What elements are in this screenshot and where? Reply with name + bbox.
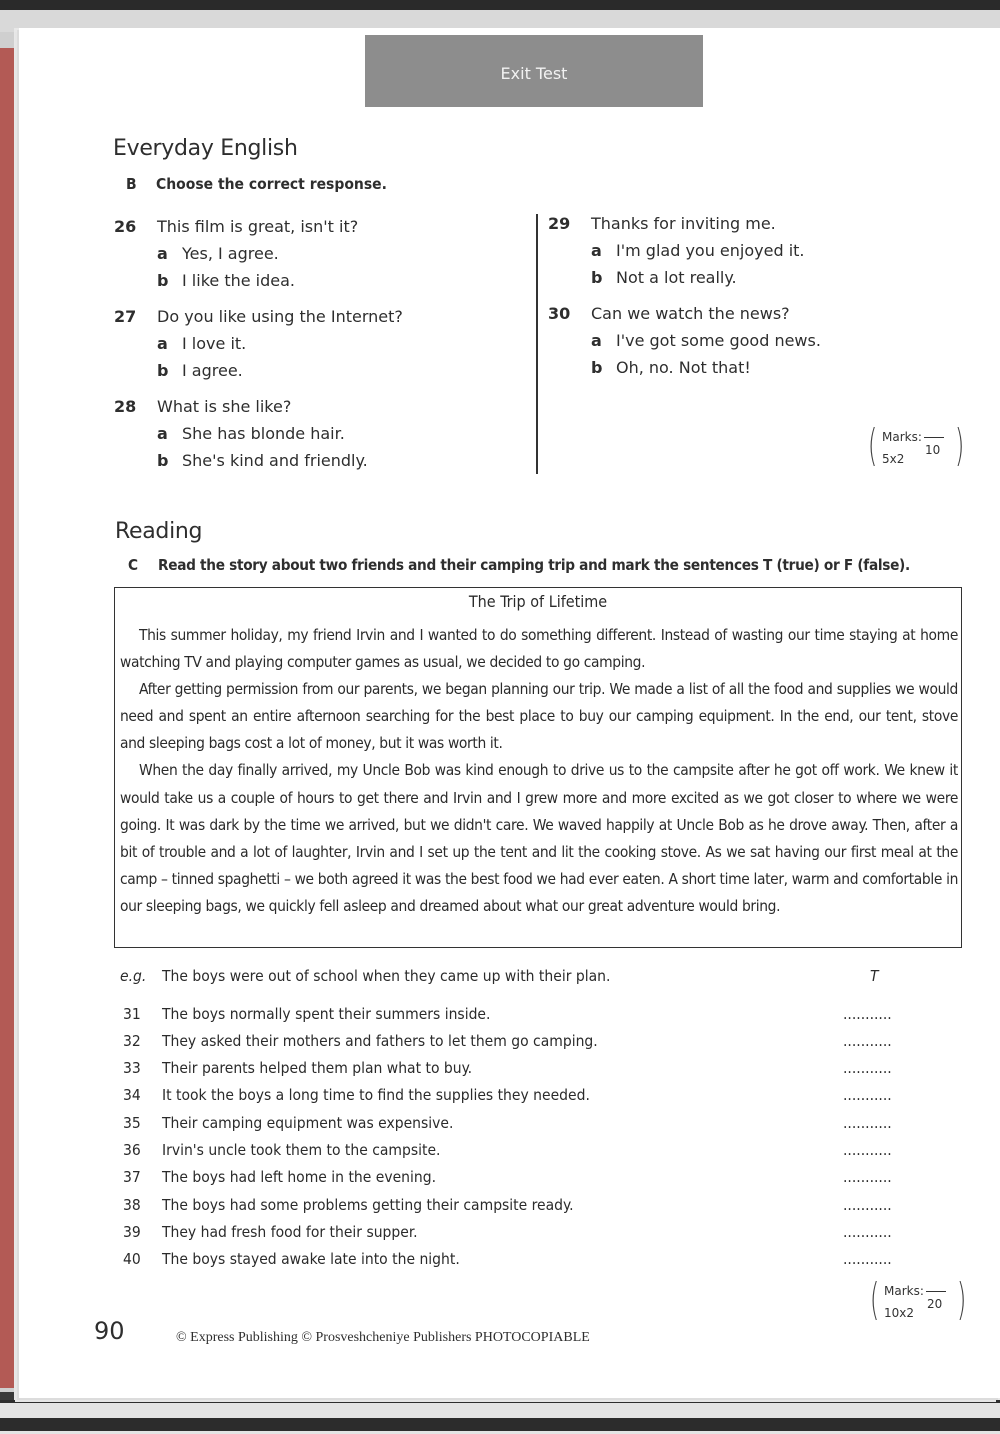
instruction-letter: C [128,556,138,574]
statement-number: 38 [123,1196,141,1214]
option-text: She's kind and friendly. [182,451,368,470]
statement-text: The boys normally spent their summers inside. [162,1005,491,1023]
question-number: 29 [548,214,571,233]
question-text: This film is great, isn't it? [157,217,359,236]
marks-total: 20 [927,1297,943,1311]
example-statement [120,967,920,989]
answer-blank[interactable]: ........... [843,1114,892,1132]
section-title-reading: Reading [115,519,203,544]
marks-score-blank[interactable] [924,437,944,438]
answer-blank[interactable]: ........... [843,1005,892,1023]
option-text: I agree. [182,361,243,380]
story-paragraph: After getting permission from our parents, we began planning our trip. We made a list of all the food and supplies we would need and spent an entire afternoon searching for the best place to buy our camping equipment. In the end, our tent, stove and sleeping bags cost a lot of money, but it was worth it. [120,680,958,753]
statement-36 [120,1141,920,1163]
story-title: The Trip of Lifetime [468,592,608,611]
right-paren: ) [956,1274,967,1325]
question-text: What is she like? [157,397,292,416]
option-label: a [157,424,168,443]
option-text: I'm glad you enjoyed it. [616,241,805,260]
statement-34 [120,1086,920,1108]
statement-text: Their parents helped them plan what to buy. [162,1059,473,1077]
question-text: Do you like using the Internet? [157,307,403,326]
option-label: b [157,271,169,290]
marks-score-blank[interactable] [926,1291,946,1292]
statement-text: The boys stayed awake late into the night. [162,1250,460,1268]
option-text: I've got some good news. [616,331,821,350]
option-label: a [591,331,602,350]
option-label: b [591,358,603,377]
story-box [114,587,962,948]
question-number: 27 [114,307,137,326]
option-a[interactable] [157,424,345,443]
statement-number: 35 [123,1114,141,1132]
statement-number: 39 [123,1223,141,1241]
option-label: a [157,334,168,353]
option-text: She has blonde hair. [182,424,345,443]
statement-number: 37 [123,1168,141,1186]
option-text: Yes, I agree. [182,244,279,263]
option-label: b [591,268,603,287]
statement-number: 34 [123,1086,141,1104]
right-paren: ) [954,420,965,471]
story-body [120,622,958,920]
answer-blank[interactable]: ........... [843,1168,892,1186]
option-label: a [591,241,602,260]
statement-35 [120,1114,920,1136]
copyright-footer: © Express Publishing © Prosveshcheniye Publishers PHOTOCOPIABLE [176,1330,590,1345]
page-header-banner [365,35,703,107]
statement-text: Irvin's uncle took them to the campsite. [162,1141,441,1159]
instruction-letter: B [126,175,137,193]
scanner-border-bottom-dark [0,1418,1000,1431]
statement-39 [120,1223,920,1245]
option-b[interactable] [157,361,243,380]
statement-text: They had fresh food for their supper. [162,1223,418,1241]
answer-blank[interactable]: ........... [843,1032,892,1050]
option-text: I love it. [182,334,247,353]
left-paren: ( [869,1274,880,1325]
instruction-text: Choose the correct response. [156,175,387,193]
question-text: Thanks for inviting me. [591,214,776,233]
statement-31 [120,1005,920,1027]
statement-number: 31 [123,1005,141,1023]
section-title-everyday-english: Everyday English [113,136,298,161]
option-text: Oh, no. Not that! [616,358,751,377]
question-number: 26 [114,217,137,236]
option-b[interactable] [157,451,368,470]
option-label: a [157,244,168,263]
example-answer: T [870,967,879,985]
option-b[interactable] [591,268,737,287]
option-text: I like the idea. [182,271,295,290]
statement-38 [120,1196,920,1218]
statement-37 [120,1168,920,1190]
option-b[interactable] [591,358,751,377]
question-text: Can we watch the news? [591,304,790,323]
option-label: b [157,361,169,380]
option-a[interactable] [591,331,821,350]
left-paren: ( [867,420,878,471]
option-a[interactable] [591,241,805,260]
example-label: e.g. [120,967,147,985]
story-paragraph: When the day finally arrived, my Uncle Bob was kind enough to drive us to the campsite after he got off work. We knew it would take us a couple of hours to get there and Irvin and I grew more and more excited as we got closer to where we were going. It was dark by the time we arrived, but we didn't care. We waved happily at Uncle Bob as he drove away. Then, after a bit of trouble and a lot of laughter, Irvin and I set up the tent and lit the cooking stove. As we sat having our first meal at the camp – tinned spaghetti – we both agreed it was the best food we had ever eaten. A short time later, warm and comfortable in our sleeping bags, we quickly fell asleep and dreamed about what our great adventure would bring. [120,761,958,915]
option-text: Not a lot really. [616,268,737,287]
statement-33 [120,1059,920,1081]
column-divider [536,214,538,474]
marks-multiplier: 5x2 [882,452,905,466]
marks-box-everyday-english [867,420,965,474]
statement-text: Their camping equipment was expensive. [162,1114,454,1132]
option-label: b [157,451,169,470]
marks-label: Marks: [884,1284,924,1298]
marks-multiplier: 10x2 [884,1306,915,1320]
statement-text: The boys had some problems getting their campsite ready. [162,1196,574,1214]
statement-number: 36 [123,1141,141,1159]
marks-label: Marks: [882,430,922,444]
option-b[interactable] [157,271,295,290]
option-a[interactable] [157,244,279,263]
statement-number: 40 [123,1250,141,1268]
page-header-title: Exit Test [500,63,568,83]
question-number: 30 [548,304,571,323]
answer-blank[interactable]: ........... [843,1059,892,1077]
statement-number: 32 [123,1032,141,1050]
answer-blank[interactable]: ........... [843,1086,892,1104]
story-paragraph: This summer holiday, my friend Irvin and I wanted to do something different. Instead of wasting our time staying at home watching TV and playing computer games as usual, we decided to go camping. [120,626,958,672]
page-number: 90 [94,1317,125,1345]
marks-total: 10 [925,443,941,457]
answer-blank[interactable]: ........... [843,1223,892,1241]
statement-text: The boys had left home in the evening. [162,1168,437,1186]
instruction-c [128,556,910,574]
question-number: 28 [114,397,137,416]
answer-blank[interactable]: ........... [843,1196,892,1214]
statement-text: They asked their mothers and fathers to let them go camping. [162,1032,598,1050]
statement-text: It took the boys a long time to find the supplies they needed. [162,1086,590,1104]
answer-blank[interactable]: ........... [843,1141,892,1159]
statement-text: The boys were out of school when they came up with their plan. [162,967,611,985]
instruction-text: Read the story about two friends and their camping trip and mark the sentences T (true) or F (false). [158,556,910,574]
statement-40 [120,1250,920,1272]
instruction-b [126,175,387,193]
marks-box-reading [869,1274,967,1328]
answer-blank[interactable]: ........... [843,1250,892,1268]
statement-32 [120,1032,920,1054]
option-a[interactable] [157,334,246,353]
statement-number: 33 [123,1059,141,1077]
